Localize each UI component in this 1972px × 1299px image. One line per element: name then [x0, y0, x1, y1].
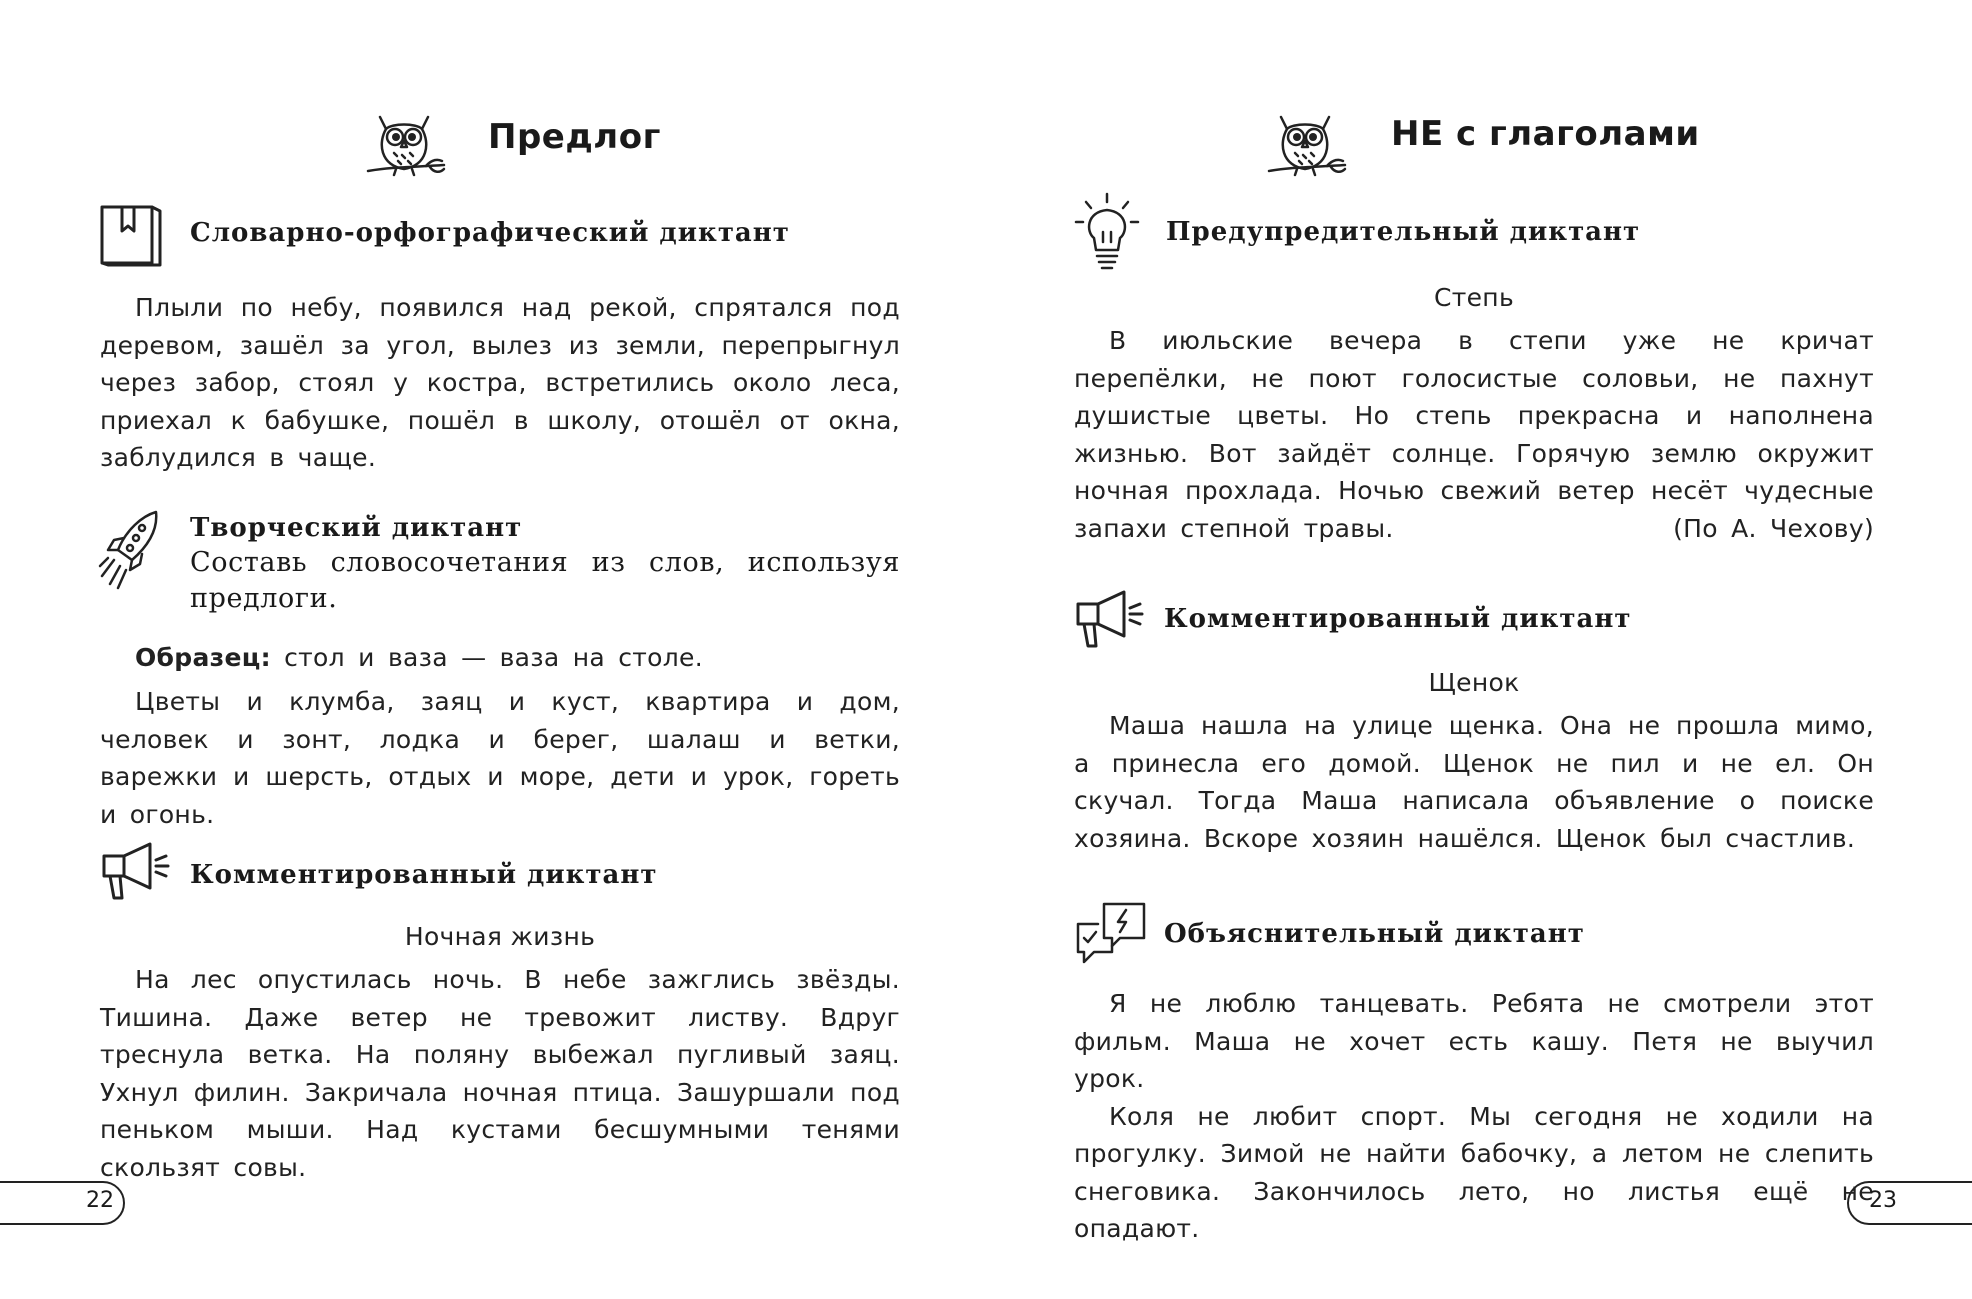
page-title: Предлог	[488, 117, 661, 157]
explanatory-paragraph-2: Коля не любит спорт. Мы сегодня не ходили на прогулку. Зимой не найти бабочку, а летом не слепить снеговика. Закончилось лето, но листья ещё не опадают.	[1074, 1101, 1874, 1243]
lightbulb-icon	[1074, 192, 1140, 270]
creative-sample	[135, 639, 915, 677]
explanatory-text	[1074, 985, 1874, 1248]
story-title-warning: Степь	[1434, 283, 1514, 312]
vocab-text: Плыли по небу, появился над рекой, спрятался под деревом, зашёл за угол, вылез из земли, перепрыгнул через забор, стоял у костра, встретились около леса, приехал к бабушке, пошёл в школу, отошёл от окна, заблудился в чаще.	[100, 293, 900, 472]
commented-text-left: На лес опустилась ночь. В небе зажглись звёзды. Тишина. Даже ветер не тревожит листву. Вдруг треснула ветка. На поляну выбежал пугливый заяц. Ухнул филин. Закричала ночная птица. Зашуршали под пеньком мыши. Над кустами бесшумными тенями скользят совы.	[100, 965, 900, 1182]
creative-task: Составь словосочетания из слов, используя предлоги.	[190, 547, 900, 614]
owl-icon	[366, 103, 446, 183]
warning-text: В июльские вечера в степи уже не кричат перепёлки, не поют голосистые соловьи, не пахнут душистые цветы. Но степь прекрасна и наполнена жизнью. Вот зайдёт солнце. Горячую землю окружит ночная прохлада. Ночью свежий ветер несёт чудесные запахи степной травы.	[1074, 326, 1874, 543]
section-heading-explanatory: Объяснительный диктант	[1164, 919, 1585, 949]
section-heading-commented-right: Комментированный диктант	[1164, 604, 1632, 634]
commented-text-right: Маша нашла на улице щенка. Она не прошла мимо, а принесла его домой. Щенок не пил и не ел. Он скучал. Тогда Маша написала объявление о поиске хозяина. Вскоре хозяин нашёлся. Щенок был счастлив.	[1074, 711, 1874, 853]
rocket-icon	[98, 510, 164, 600]
section-heading-vocab: Словарно-орфографический диктант	[190, 218, 790, 248]
section-heading-creative: Творческий диктант	[190, 513, 523, 543]
attribution: (По А. Чехову)	[1673, 514, 1874, 543]
section-heading-commented-left: Комментированный диктант	[190, 860, 658, 890]
explanatory-paragraph-1: Я не люблю танцевать. Ребята не смотрели этот фильм. Маша не хочет есть кашу. Петя не выучил урок.	[1074, 989, 1874, 1093]
page-title: НЕ с глаголами	[1391, 114, 1700, 154]
chat-bubbles-icon	[1074, 900, 1148, 966]
right-page	[986, 0, 1972, 1299]
sample-label: Образец:	[135, 643, 271, 672]
page-number: 23	[1869, 1188, 1897, 1213]
owl-icon	[1267, 103, 1347, 183]
megaphone-icon	[100, 840, 170, 900]
megaphone-icon	[1074, 588, 1144, 648]
page-number-badge	[0, 1180, 125, 1226]
story-title-left: Ночная жизнь	[404, 922, 596, 951]
section-heading-warning: Предупредительный диктант	[1166, 217, 1641, 247]
creative-text: Цветы и клумба, заяц и куст, квартира и дом, человек и зонт, лодка и берег, шалаш и ветки, варежки и шерсть, отдых и море, дети и урок, гореть и огонь.	[100, 687, 900, 829]
story-title-commented-right: Щенок	[1428, 668, 1520, 697]
sample-text: стол и ваза — ваза на столе.	[284, 643, 703, 672]
page-number-badge	[1847, 1180, 1972, 1226]
page-number: 22	[86, 1188, 114, 1213]
book-icon	[100, 203, 162, 267]
